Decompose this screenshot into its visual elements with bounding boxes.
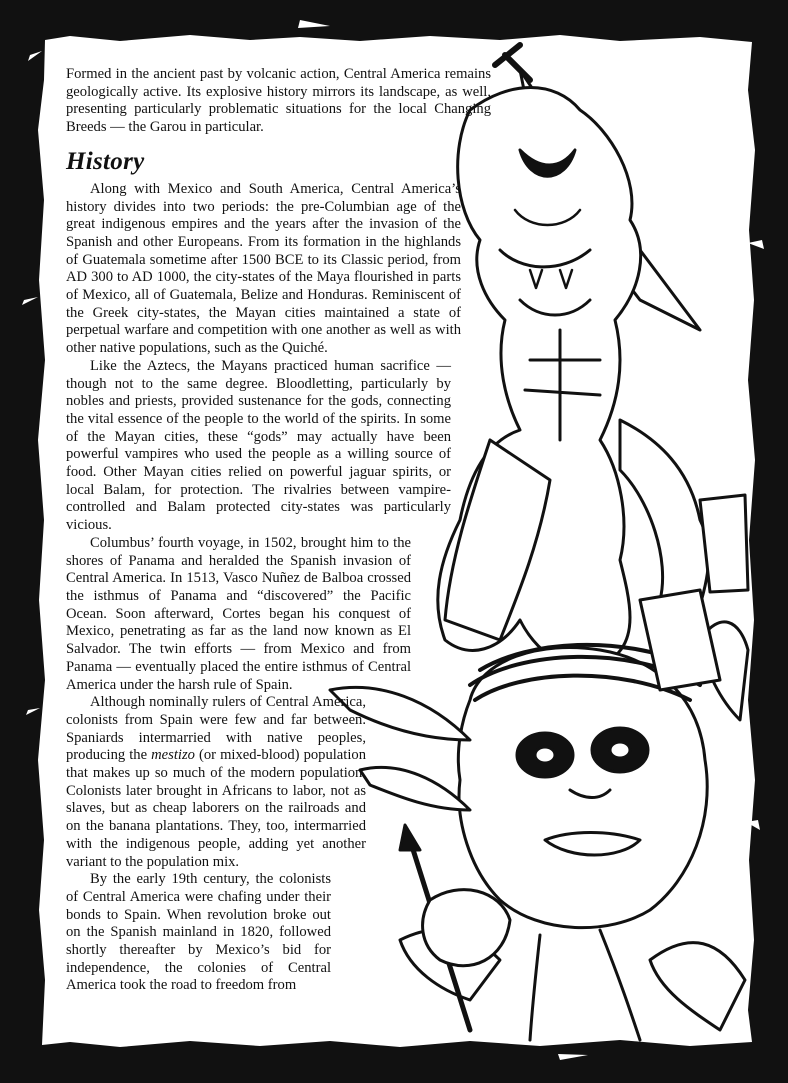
italic-term: mestizo (151, 747, 195, 764)
body-paragraph: By the early 19th century, the colonists of Central America were chafing under their bonds to Spain. When revolution broke out on the Spanish mainland in 1820, followed shortly thereafter by Mexico’s bid for independence, the colonies of Central America took the road to freedom from (66, 871, 331, 994)
main-text-column (66, 66, 491, 995)
section-heading: History (66, 147, 145, 175)
body-paragraph: Columbus’ fourth voyage, in 1502, brought him to the shores of Panama and heralded the Spanish invasion of Central America. In 1513, Vasco Nuñez de Balboa crossed the isthmus of Panama and “discovered” the Pacific Ocean. Soon afterward, Cortes began his conquest of Mexico, penetrating as far as the land now known as El Salvador. The twin efforts — from Mexico and from Panama — eventually placed the entire isthmus of Central America under the harsh rule of Spain. (66, 534, 411, 693)
body-paragraph: Although nominally rulers of Central America, colonists from Spain were few and far between. Spaniards intermarried with native peoples, producing the mestizo (or mixed-blood) population that makes up so much of the modern population. Colonists later brought in Africans to labor, not as slaves, but as cheap laborers on the railroads and on the banana plantations. They, too, intermarried with the indigenous people, adding yet another variant to the population mix. (66, 694, 366, 870)
body-paragraph: Along with Mexico and South America, Central America’s history divides into two periods: the pre-Columbian age of the great indigenous empires and the years after the invasion of the Spanish and other Europeans. From its formation in the highlands of Guatemala sometime after 1500 BCE to its Classic period, from AD 300 to AD 1000, the city-states of the Maya flourished in parts of Mexico, all of Guatemala, Belize and Honduras. Reminiscent of the Greek city-states, the Mayan cities maintained a state of perpetual warfare and competition with one another as well as with other native populations, such as the Quiché. (66, 180, 461, 357)
body-paragraph: Like the Aztecs, the Mayans practiced human sacrifice — though not to the same degree. Bloodletting, particularly by nobles and priests, provided sustenance for the gods, connecting the vital essence of the people to the world of the spirits. In some of the Mayan cities, these “gods” may actually have been powerful vampires who used the people as a willing source of food. Other Mayan cities relied on powerful jaguar spirits, or local Balam, for protection. The rivalries between vampire-controlled and Balam protected city-states was particularly vicious. (66, 357, 451, 534)
intro-paragraph: Formed in the ancient past by volcanic action, Central America remains geologically active. Its explosive history mirrors its landscape, as well, presenting particularly problematic situations for the local Changing Breeds — the Garou in particular. (66, 66, 491, 136)
